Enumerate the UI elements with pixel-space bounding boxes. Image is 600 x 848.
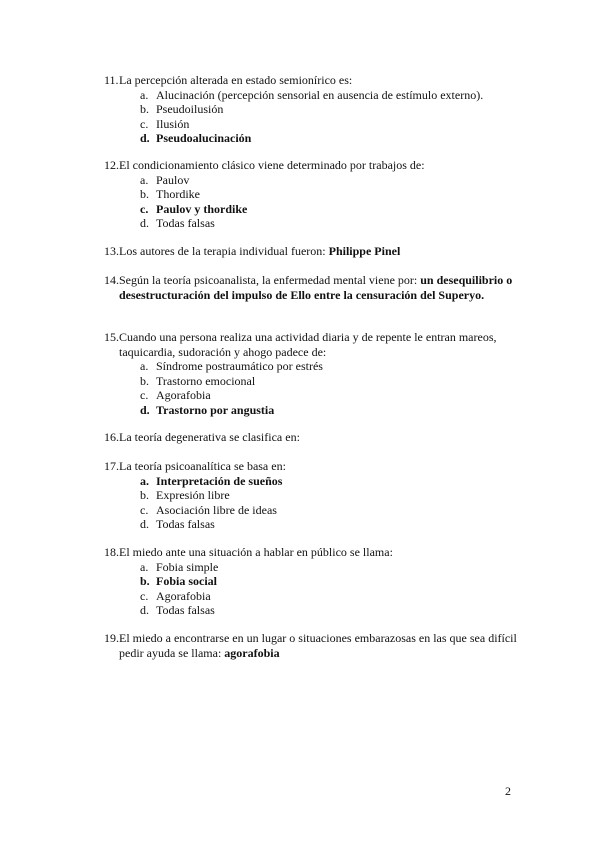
option (104, 560, 524, 575)
option-text: Trastorno por angustia (156, 402, 275, 417)
question-17 (104, 459, 524, 532)
option (104, 488, 524, 503)
option-text: Agorafobia (156, 588, 211, 603)
option-letter: d. (140, 603, 149, 617)
option-letter: c. (140, 388, 149, 402)
question-11 (104, 73, 524, 146)
question-text (119, 459, 524, 474)
option-letter: c. (140, 201, 149, 216)
options-list (104, 474, 524, 532)
question-number: 13. (104, 244, 119, 258)
option-text: Fobia simple (156, 559, 219, 574)
option-letter: c. (140, 502, 149, 517)
option-letter: b. (140, 488, 149, 502)
question-text (119, 244, 524, 259)
option-letter: b. (140, 373, 149, 388)
question-text (119, 73, 524, 88)
options-list (104, 359, 524, 417)
question-text (119, 330, 524, 359)
option-letter: c. (140, 116, 149, 131)
question-number: 11. (104, 73, 119, 87)
option-text: Interpretación de sueños (156, 473, 283, 488)
option-correct (104, 403, 524, 418)
option-text: Todas falsas (156, 603, 215, 617)
question-answer: un desequilibrio o desestructuración del impulso de Ello entre la censuración del Superyo. (119, 273, 513, 302)
option-text: Asociación libre de ideas (156, 502, 277, 517)
option-text: Pseudoalucinación (156, 131, 252, 145)
option-text: Pseudoilusión (156, 102, 224, 116)
option-correct (104, 574, 524, 589)
question-number: 17. (104, 459, 119, 473)
option-text: Ilusión (156, 116, 190, 131)
question-stem: Los autores de la terapia individual fueron: (119, 244, 329, 258)
question-text (119, 545, 524, 560)
question-text (119, 430, 524, 445)
option-text: Síndrome postraumático por estrés (156, 359, 323, 373)
options-list (104, 88, 524, 146)
option-letter: d. (140, 402, 150, 417)
option-letter: d. (140, 131, 150, 145)
question-stem: Cuando una persona realiza una actividad diaria y de repente le entran mareos, taquicardia, sudoración y ahogo padece de: (119, 330, 497, 359)
question-number: 12. (104, 158, 119, 172)
option-text: Alucinación (percepción sensorial en ausencia de estímulo externo). (156, 87, 484, 102)
question-text (119, 273, 524, 302)
option-correct (104, 474, 524, 489)
option-text: Todas falsas (156, 517, 215, 531)
question-stem: El condicionamiento clásico viene determinado por trabajos de: (119, 158, 425, 172)
question-text (119, 631, 524, 660)
option-text: Expresión libre (156, 488, 230, 502)
option-letter: a. (140, 87, 149, 102)
question-19 (104, 631, 524, 660)
option (104, 503, 524, 518)
question-12 (104, 158, 524, 231)
option-letter: b. (140, 187, 149, 201)
question-number: 15. (104, 330, 119, 344)
question-answer: agorafobia (224, 645, 280, 660)
option-text: Trastorno emocional (156, 373, 256, 388)
option-text: Paulov y thordike (156, 201, 248, 216)
question-stem: Según la teoría psicoanalista, la enfermedad mental viene por: (119, 273, 421, 287)
option-text: Paulov (156, 172, 190, 187)
option (104, 102, 524, 117)
option (104, 517, 524, 532)
option-letter: b. (140, 574, 150, 588)
option (104, 374, 524, 389)
option-text: Agorafobia (156, 388, 211, 402)
question-number: 18. (104, 545, 119, 559)
option (104, 187, 524, 202)
option (104, 117, 524, 132)
question-stem: La teoría degenerativa se clasifica en: (119, 430, 300, 444)
option-letter: a. (140, 559, 149, 574)
option (104, 359, 524, 374)
option (104, 88, 524, 103)
option-text: Fobia social (156, 574, 218, 588)
page-number: 2 (505, 784, 511, 798)
option-correct (104, 202, 524, 217)
question-14 (104, 273, 524, 302)
options-list (104, 560, 524, 618)
option (104, 589, 524, 604)
option-letter: d. (140, 216, 149, 230)
option-correct (104, 131, 524, 146)
question-stem: La percepción alterada en estado semionírico es: (119, 73, 353, 87)
question-stem: La teoría psicoanalítica se basa en: (119, 459, 286, 473)
question-text (119, 158, 524, 173)
question-13 (104, 244, 524, 259)
question-stem: El miedo ante una situación a hablar en público se llama: (119, 545, 393, 559)
question-number: 16. (104, 430, 119, 444)
question-number: 19. (104, 631, 119, 645)
question-number: 14. (104, 273, 119, 287)
option-text: Todas falsas (156, 216, 215, 230)
option (104, 388, 524, 403)
question-stem: El miedo a encontrarse en un lugar o situaciones embarazosas en las que sea difícil pedir ayuda se llama: (119, 631, 517, 660)
option (104, 603, 524, 618)
option-letter: a. (140, 473, 149, 488)
option-letter: d. (140, 517, 149, 531)
option-text: Thordike (156, 187, 200, 201)
option-letter: c. (140, 588, 149, 603)
option-letter: b. (140, 102, 149, 116)
question-18 (104, 545, 524, 618)
option (104, 216, 524, 231)
options-list (104, 173, 524, 231)
option-letter: a. (140, 359, 149, 373)
question-answer: Philippe Pinel (328, 244, 401, 258)
option (104, 173, 524, 188)
option-letter: a. (140, 172, 149, 187)
question-16 (104, 430, 524, 445)
question-15 (104, 330, 524, 417)
